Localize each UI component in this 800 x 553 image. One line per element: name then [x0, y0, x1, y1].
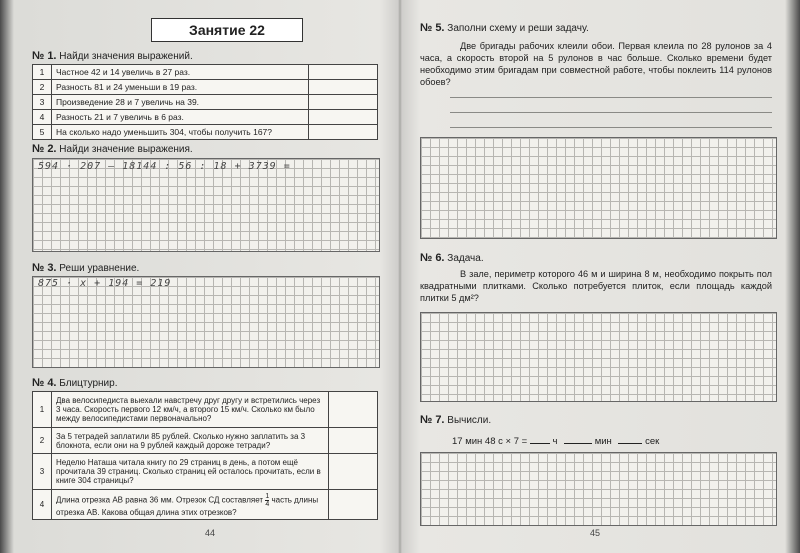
- row-text: Разность 21 и 7 увеличь в 6 раз.: [52, 110, 309, 125]
- hours-blank[interactable]: [530, 443, 550, 444]
- task3-grid[interactable]: [32, 276, 380, 368]
- task1-number: № 1.: [32, 50, 57, 62]
- row-number: 4: [33, 110, 52, 125]
- row-number: 2: [33, 428, 52, 454]
- fraction: [265, 493, 269, 508]
- row-number: 3: [33, 95, 52, 110]
- unit-seconds: сек: [645, 436, 660, 447]
- task5-grid[interactable]: [420, 137, 777, 239]
- table-row: [33, 490, 378, 520]
- task2-grid[interactable]: [32, 158, 380, 252]
- task7-text: Вычисли.: [447, 415, 492, 426]
- fraction-denominator: 4: [265, 500, 270, 508]
- task3-text: Реши уравнение.: [59, 263, 140, 274]
- task2-heading: [32, 143, 193, 155]
- row-text: На сколько надо уменьшить 304, чтобы получить 167?: [52, 125, 309, 140]
- task1-text: Найди значения выражений.: [59, 51, 193, 62]
- task7-expression: [452, 436, 659, 447]
- answer-line[interactable]: [450, 127, 772, 128]
- task5-number: № 5.: [420, 22, 445, 34]
- table-row: [33, 392, 378, 428]
- answer-line[interactable]: [450, 97, 772, 98]
- table-row: [33, 110, 378, 125]
- answer-cell[interactable]: [329, 428, 378, 454]
- answer-cell[interactable]: [309, 95, 378, 110]
- row-text-part1: Длина отрезка АВ равна 36 мм. Отрезок СД составляет: [56, 495, 264, 505]
- answer-cell[interactable]: [309, 125, 378, 140]
- row-text: За 5 тетрадей заплатили 85 рублей. Сколько нужно заплатить за 3 блокнота, если они на 9 рублей каждый дороже тетради?: [52, 428, 329, 454]
- task7-heading: [420, 414, 491, 426]
- unit-hours: ч: [552, 436, 558, 447]
- row-text: [52, 490, 329, 520]
- answer-cell[interactable]: [309, 65, 378, 80]
- unit-minutes: мин: [594, 436, 612, 447]
- task2-text: Найди значение выражения.: [59, 144, 193, 155]
- row-number: 1: [33, 65, 52, 80]
- task6-heading: [420, 252, 484, 264]
- table-row: [33, 95, 378, 110]
- task4-heading: [32, 377, 117, 389]
- answer-cell[interactable]: [329, 392, 378, 428]
- row-text: Два велосипедиста выехали навстречу друг другу и встретились через 3 часа. Скорость первого 12 км/ч, а второго 15 км/ч. Сколько км было между велосипедистами первоначально?: [52, 392, 329, 428]
- row-text: Неделю Наташа читала книгу по 29 страниц в день, а потом ещё прочитала 39 страниц. Сколько страниц ей осталось прочитать, если в книге 304 страницы?: [52, 454, 329, 490]
- row-number: 4: [33, 490, 52, 520]
- task3-number: № 3.: [32, 262, 57, 274]
- task1-heading: [32, 50, 193, 62]
- page-number: 45: [590, 528, 601, 538]
- task3-handwriting: 875 · x + 194 = 219: [38, 278, 172, 289]
- seconds-blank[interactable]: [618, 443, 642, 444]
- task4-number: № 4.: [32, 377, 57, 389]
- table-row: [33, 454, 378, 490]
- task7-expr-text: 17 мин 48 с × 7 =: [452, 436, 528, 447]
- task7-grid[interactable]: [420, 452, 777, 526]
- task6-number: № 6.: [420, 252, 445, 264]
- minutes-blank[interactable]: [564, 443, 592, 444]
- table-row: [33, 125, 378, 140]
- task5-text: Заполни схему и реши задачу.: [447, 23, 589, 34]
- task5-problem: Две бригады рабочих клеили обои. Первая клеила по 28 рулонов за 4 часа, а скорость второй на 5 рулонов в час больше. Сколько времени будет необходимо этим бригадам при совместной работе, чтобы поклеить 114 рулонов обоев?: [420, 41, 772, 87]
- row-number: 1: [33, 392, 52, 428]
- task2-number: № 2.: [32, 143, 57, 155]
- task2-handwriting: 594 · 207 – 18144 : 56 : 18 + 3739 =: [38, 161, 291, 172]
- table-row: [33, 65, 378, 80]
- row-number: 2: [33, 80, 52, 95]
- lesson-title: Занятие 22: [151, 18, 303, 42]
- task6-problem: В зале, периметр которого 46 м и ширина 8 м, необходимо покрыть пол квадратными плитками. Сколько потребуется плиток, если площадь каждой плитки 5 дм²?: [420, 269, 772, 303]
- task4-table: [32, 391, 378, 520]
- answer-cell[interactable]: [329, 490, 378, 520]
- answer-cell[interactable]: [309, 110, 378, 125]
- answer-cell[interactable]: [309, 80, 378, 95]
- task1-table: [32, 64, 378, 140]
- row-number: 3: [33, 454, 52, 490]
- fraction-numerator: 1: [265, 492, 270, 500]
- task6-grid[interactable]: [420, 312, 777, 402]
- task3-heading: [32, 262, 139, 274]
- right-page: [410, 0, 785, 553]
- page-number: 44: [205, 528, 216, 538]
- task5-heading: [420, 22, 589, 34]
- task4-text: Блицтурнир.: [59, 378, 118, 389]
- row-text-part2: часть длины отрезка АВ. Какова общая длина этих отрезков?: [56, 495, 319, 517]
- answer-line[interactable]: [450, 112, 772, 113]
- row-text: Произведение 28 и 7 увеличь на 39.: [52, 95, 309, 110]
- table-row: [33, 80, 378, 95]
- row-text: Разность 81 и 24 уменьши в 19 раз.: [52, 80, 309, 95]
- answer-cell[interactable]: [329, 454, 378, 490]
- row-text: Частное 42 и 14 увеличь в 27 раз.: [52, 65, 309, 80]
- table-row: [33, 428, 378, 454]
- task6-text: Задача.: [447, 253, 484, 264]
- left-page: [18, 0, 393, 553]
- task7-number: № 7.: [420, 414, 445, 426]
- row-number: 5: [33, 125, 52, 140]
